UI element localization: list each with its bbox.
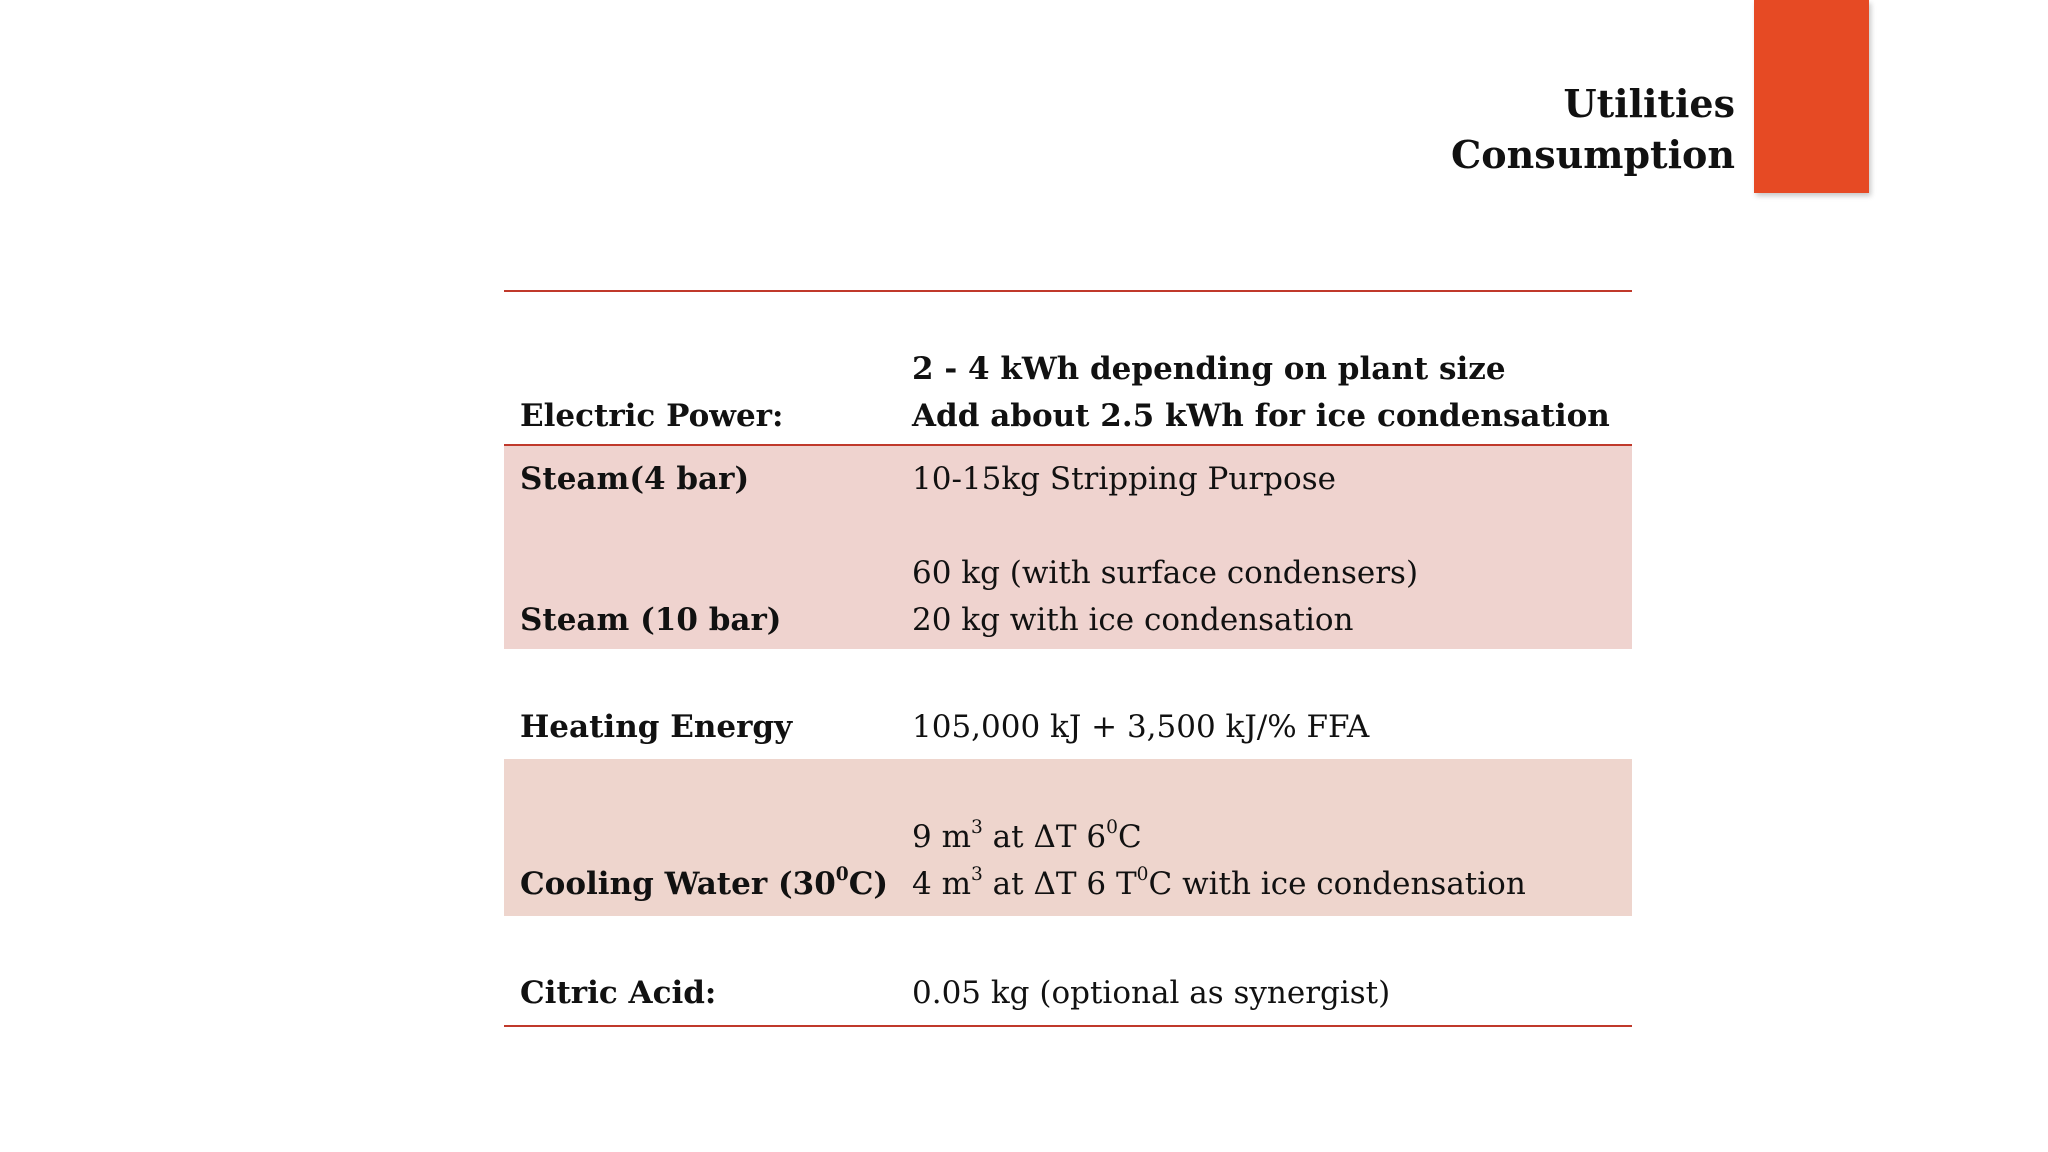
cw1-sup2: 0 xyxy=(1106,817,1118,839)
cw2-c: C with ice condensation xyxy=(1148,866,1526,902)
electric-power-label: Electric Power: xyxy=(520,398,784,434)
cw2-a: 4 m xyxy=(912,866,971,902)
cooling-water-value xyxy=(912,814,1632,908)
table-row-citric-acid xyxy=(504,916,1632,1025)
cw2-sup2: 0 xyxy=(1136,864,1149,886)
citric-acid-label: Citric Acid: xyxy=(520,975,717,1011)
cw2-b: at ΔT 6 T xyxy=(982,866,1137,902)
cooling-water-line2 xyxy=(912,861,1632,908)
steam-10bar-value xyxy=(912,550,1632,644)
cooling-water-label-text: Cooling Water (30 xyxy=(520,866,836,902)
utilities-table xyxy=(504,290,1632,1027)
slide-title-line2: Consumption xyxy=(1451,132,1735,177)
slide-title-line1: Utilities xyxy=(1563,81,1735,126)
cooling-water-label-end: C) xyxy=(848,866,889,902)
steam-10bar-line1: 60 kg (with surface condensers) xyxy=(912,555,1419,591)
steam-10bar-label: Steam (10 bar) xyxy=(520,602,782,638)
cw1-sup1: 3 xyxy=(970,817,983,839)
cooling-water-label-sup: 0 xyxy=(835,864,849,886)
table-row-steam xyxy=(504,446,1632,649)
accent-bar xyxy=(1754,0,1869,193)
cooling-water-line1 xyxy=(912,814,1632,861)
table-row-electric-power xyxy=(504,292,1632,446)
heating-energy-value: 105,000 kJ + 3,500 kJ/% FFA xyxy=(912,709,1370,745)
steam-4bar-value: 10-15kg Stripping Purpose xyxy=(912,461,1336,497)
cooling-water-label xyxy=(504,861,912,908)
citric-acid-value: 0.05 kg (optional as synergist) xyxy=(912,975,1391,1011)
cw1-b: at ΔT 6 xyxy=(982,819,1107,855)
table-row-cooling-water xyxy=(504,759,1632,916)
electric-power-line2: Add about 2.5 kWh for ice condensation xyxy=(912,398,1610,434)
heating-energy-label: Heating Energy xyxy=(520,709,793,745)
steam-10bar-line2: 20 kg with ice condensation xyxy=(912,602,1354,638)
table-row-heating-energy xyxy=(504,649,1632,759)
steam-4bar-label: Steam(4 bar) xyxy=(520,461,750,497)
steam-10bar-row xyxy=(504,550,1632,644)
cw1-a: 9 m xyxy=(912,819,971,855)
electric-power-value xyxy=(912,346,1632,440)
electric-power-line1: 2 - 4 kWh depending on plant size xyxy=(912,351,1506,387)
cw2-sup1: 3 xyxy=(970,864,983,886)
slide-title xyxy=(1451,78,1735,180)
cw1-c: C xyxy=(1117,819,1142,855)
steam-4bar-row xyxy=(504,456,1632,503)
